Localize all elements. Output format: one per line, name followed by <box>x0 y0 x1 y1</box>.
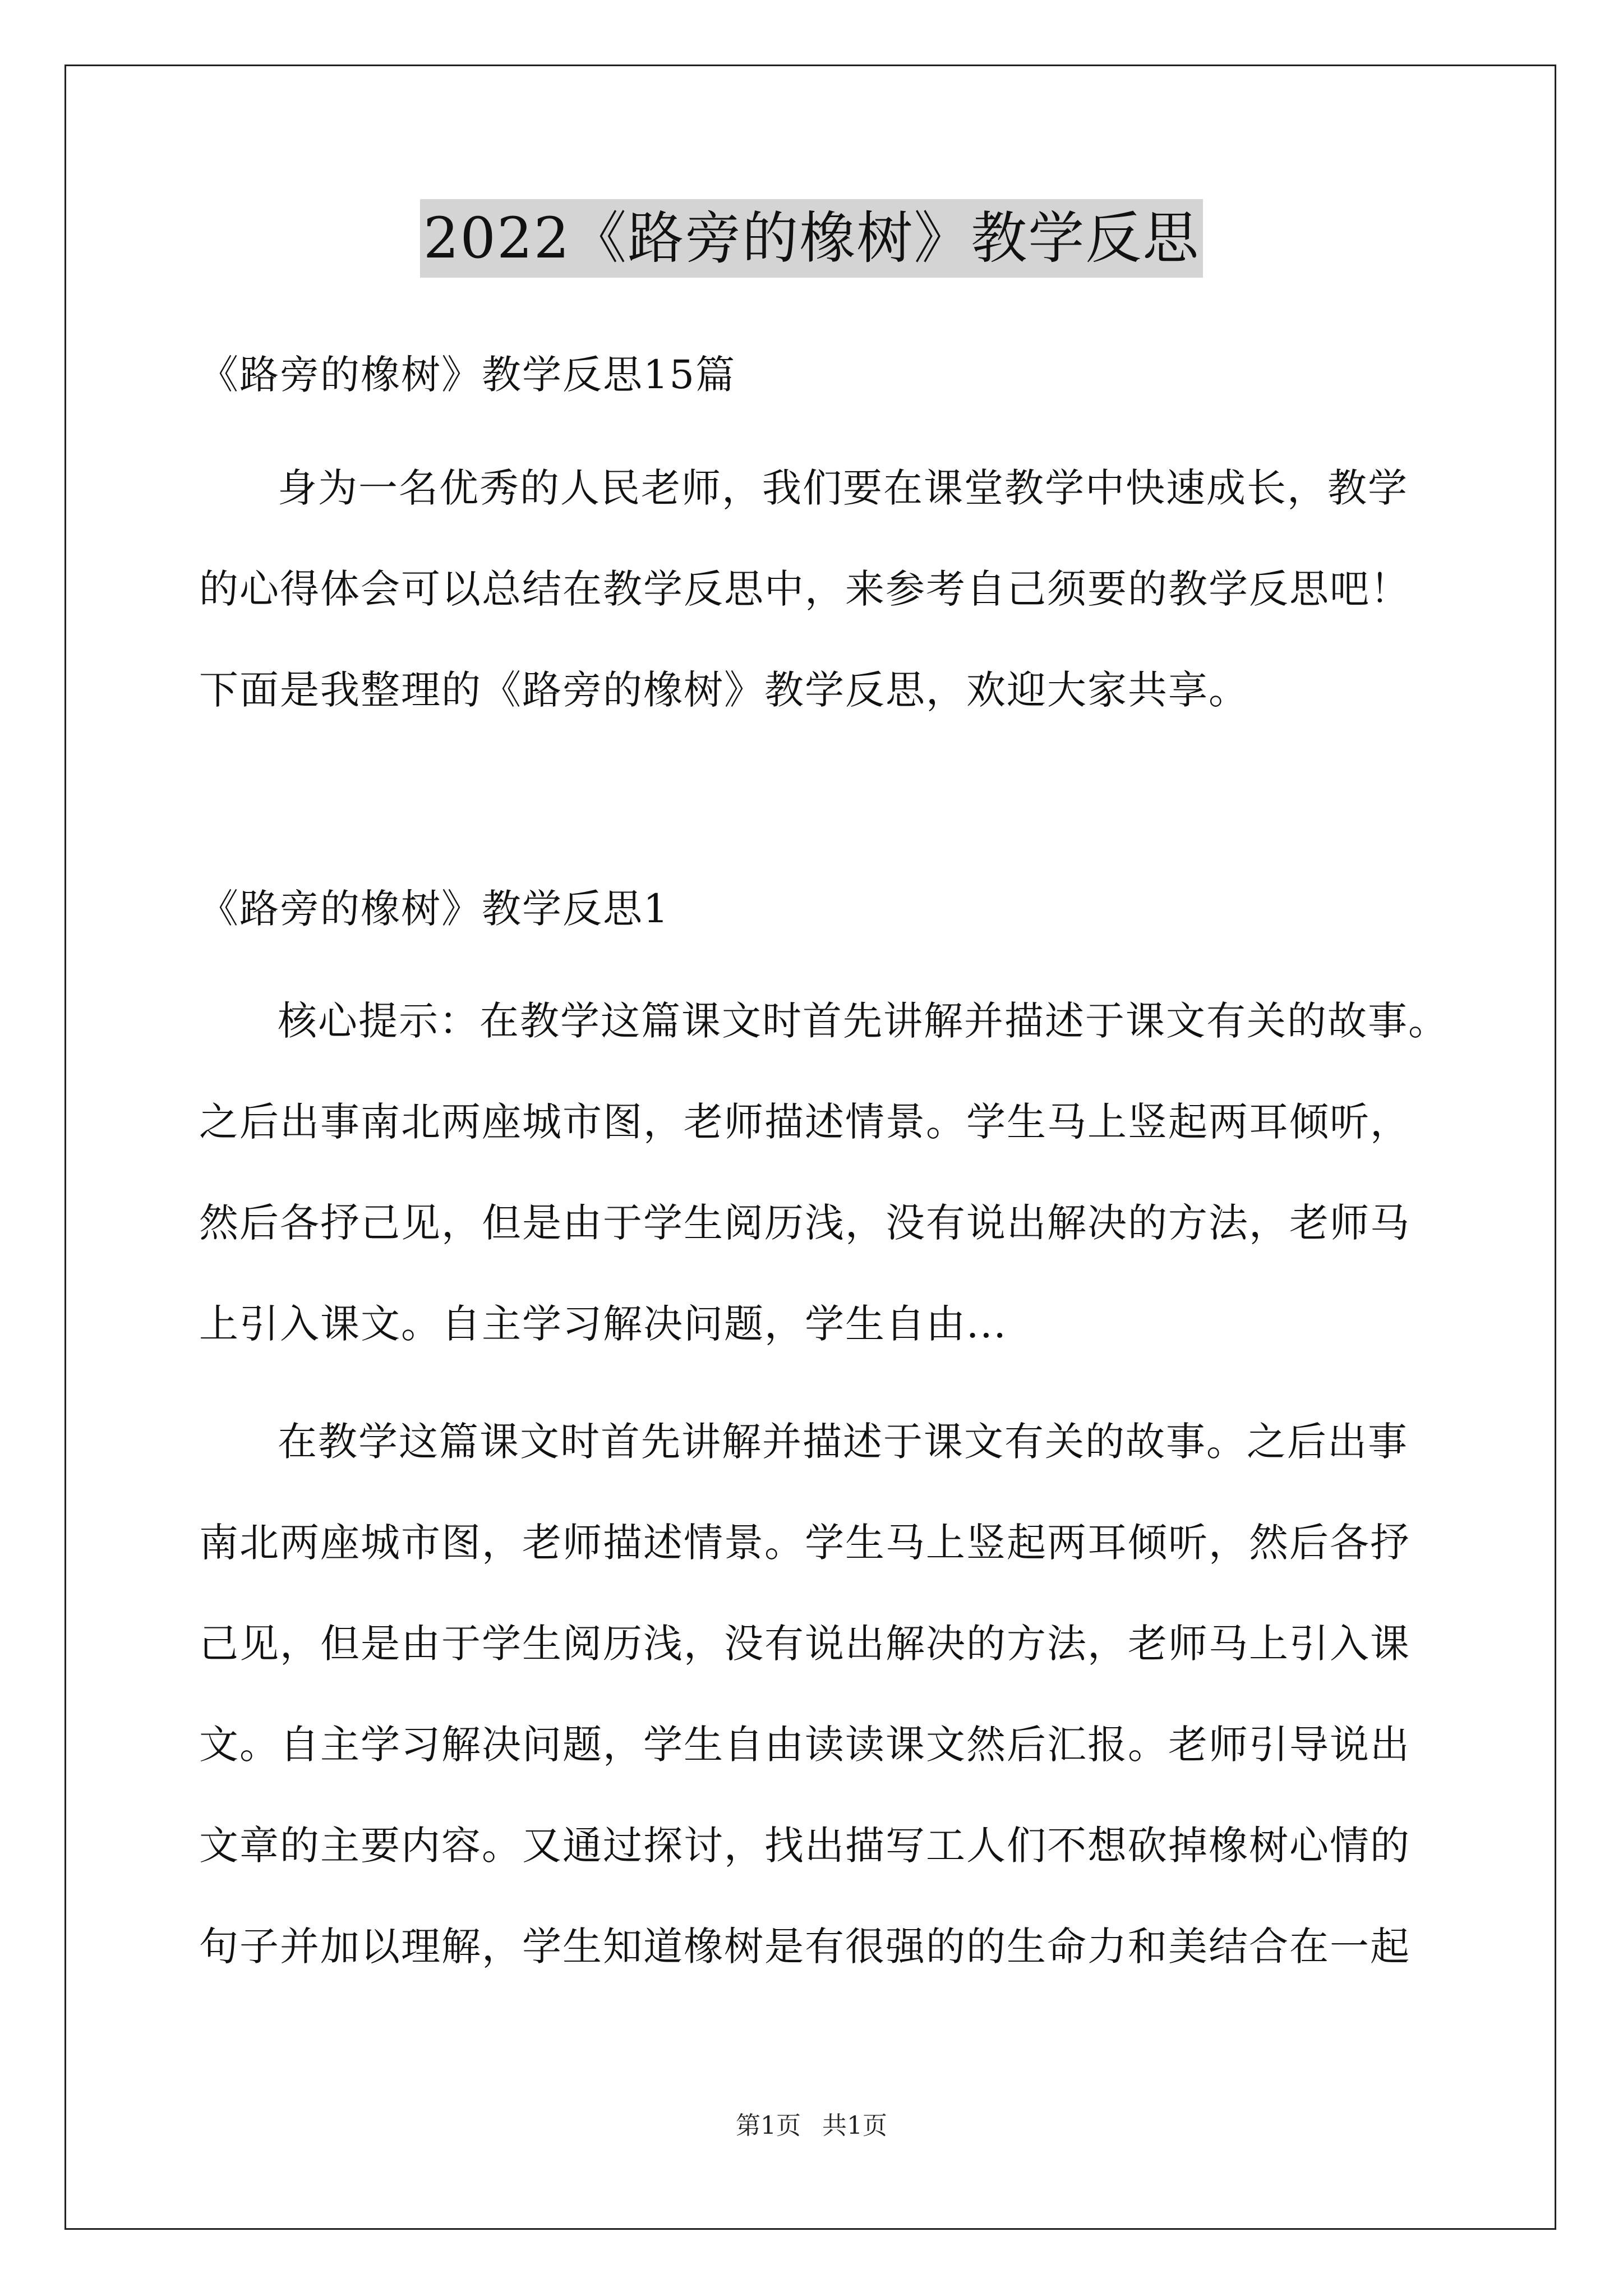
page-number-current: 第1页 <box>736 2111 801 2140</box>
summary-line: 核心提示：在教学这篇课文时首先讲解并描述于课文有关的故事。 <box>278 998 1449 1044</box>
intro-line: 的心得体会可以总结在教学反思中，来参考自己须要的教学反思吧！ <box>199 566 1410 612</box>
section-heading: 《路旁的橡树》教学反思1 <box>199 886 670 932</box>
intro-line: 下面是我整理的《路旁的橡树》教学反思，欢迎大家共享。 <box>199 667 1249 713</box>
body-line: 在教学这篇课文时首先讲解并描述于课文有关的故事。之后出事 <box>278 1419 1408 1465</box>
document-subtitle: 《路旁的橡树》教学反思15篇 <box>199 352 736 398</box>
body-line: 文章的主要内容。又通过探讨，找出描写工人们不想砍掉橡树心情的 <box>199 1823 1410 1869</box>
page-footer <box>0 2109 1623 2143</box>
summary-line: 然后各抒己见，但是由于学生阅历浅，没有说出解决的方法，老师马 <box>199 1200 1410 1246</box>
document-title: 2022《路旁的橡树》教学反思 <box>420 199 1204 278</box>
title-container <box>0 199 1623 278</box>
body-line: 文。自主学习解决问题，学生自由读读课文然后汇报。老师引导说出 <box>199 1722 1410 1768</box>
summary-line: 之后出事南北两座城市图，老师描述情景。学生马上竖起两耳倾听， <box>199 1099 1410 1145</box>
body-line: 南北两座城市图，老师描述情景。学生马上竖起两耳倾听，然后各抒 <box>199 1520 1410 1566</box>
body-line: 句子并加以理解，学生知道橡树是有很强的的生命力和美结合在一起 <box>199 1924 1410 1970</box>
body-line: 己见，但是由于学生阅历浅，没有说出解决的方法，老师马上引入课 <box>199 1621 1410 1667</box>
summary-line: 上引入课文。自主学习解决问题，学生自由... <box>199 1301 1007 1347</box>
page-number-total: 共1页 <box>822 2111 887 2140</box>
intro-line: 身为一名优秀的人民老师，我们要在课堂教学中快速成长，教学 <box>278 465 1408 511</box>
